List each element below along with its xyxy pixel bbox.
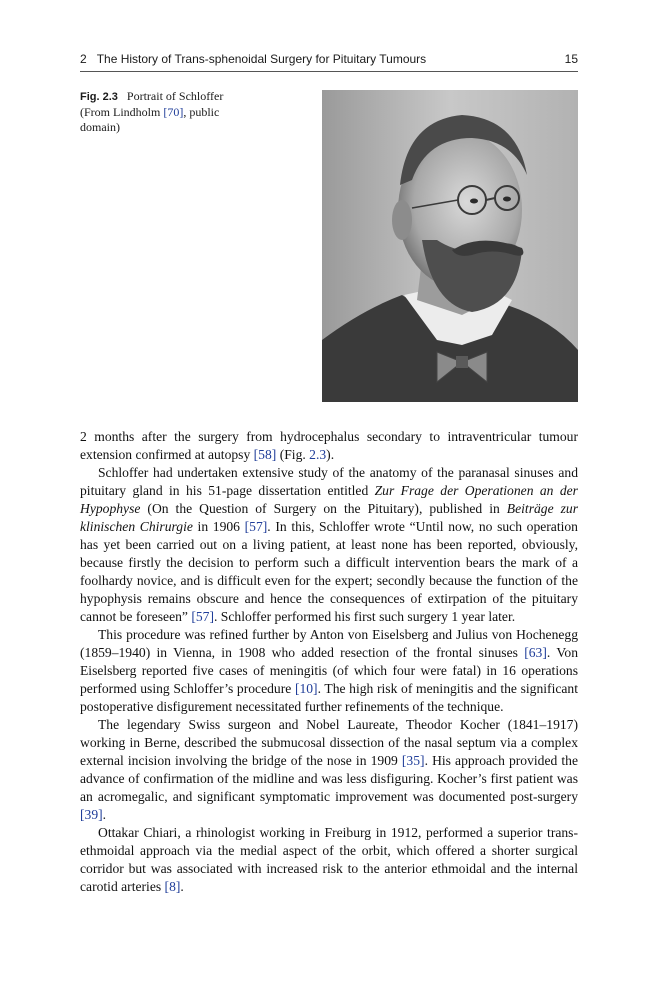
body-paragraph [80,716,578,824]
italic-title: Beiträge zur klinischen Chirurgie [80,501,578,534]
citation-link[interactable]: 2.3 [309,447,327,462]
caption-text: Portrait of Schloffer (From Lindholm [80,89,224,119]
paragraph-text: in 1906 [192,519,245,534]
paragraph-text: (Fig. [276,447,310,462]
paragraph-text: Ottakar Chiari, a rhinologist working in Freiburg in 1912, performed a superior trans-ethmoidal approach via the medial aspect of the orbit, which offered a shorter surgical corridor but was associated with increased risk to the anterior ethmoidal and the internal carotid arteries [80,825,578,894]
citation-link[interactable]: [35] [401,753,425,768]
running-head [80,52,578,68]
caption-citation-link[interactable]: [70] [163,105,184,119]
page-number: 15 [564,52,578,66]
body-paragraph [80,464,578,626]
paragraph-text: . His approach provided the advance of confirmation of the midline and was less disfiguring. Kocher’s first patient was an acromegalic, and significant symptomatic improvement was documented post-surgery [80,753,578,804]
chapter-number: 2 [80,52,87,66]
paragraph-text: The legendary Swiss surgeon and Nobel Laureate, Theodor Kocher (1841–1917) working in Berne, described the submucosal dissection of the nasal septum via a complex external incision involving the bridge of the nose in 1909 [80,717,578,768]
italic-title: Zur Frage der Operationen an der Hypophyse [80,483,578,516]
paragraph-text: ). [326,447,335,462]
body-paragraph [80,428,578,464]
citation-link[interactable]: [39] [80,807,103,822]
paragraph-text: . [102,807,107,822]
citation-link[interactable]: [57] [191,609,214,624]
citation-link[interactable]: [10] [294,681,318,696]
body-text [80,428,578,896]
paragraph-text: . [180,879,184,894]
header-rule [80,71,578,72]
citation-link[interactable]: [58] [253,447,277,462]
running-head-title [80,52,426,66]
paragraph-text: This procedure was refined further by Anton von Eiselsberg and Julius von Hochenegg (1859–1940) in Vienna, in 1908 who added resection of the frontal sinuses [80,627,578,660]
caption-text-end: , public domain) [80,105,220,134]
paragraph-text: (On the Question of Surgery on the Pituitary), published in [140,501,507,516]
paragraph-text: . Von Eiselsberg reported five cases of meningitis (of which four were fatal) in 16 operations performed using Schloffer’s procedure [80,645,578,696]
figure-caption [80,89,230,135]
paragraph-text: . In this, Schloffer wrote “Until now, no such operation has yet been carried out on a living patient, at least none has been reported, obviously, because firstly the decision to perform such a difficult intervention bears the mark of a foolhardy novice, and is difficult even for the expert; secondly because the function of the hypophysis remains obscure and hence the consequences of extirpation of the pituitary cannot be foreseen” [80,519,578,624]
paragraph-text: . Schloffer performed his first such surgery 1 year later. [214,609,516,624]
portrait-photograph [322,90,578,402]
body-paragraph [80,626,578,716]
paragraph-text: 2 months after the surgery from hydrocephalus secondary to intraventricular tumour extension confirmed at autopsy [80,429,578,462]
citation-link[interactable]: [8] [164,879,181,894]
paragraph-text: Schloffer had undertaken extensive study of the anatomy of the paranasal sinuses and pituitary gland in his 51-page dissertation entitled [80,465,578,498]
citation-link[interactable]: [57] [244,519,268,534]
paragraph-text: . The high risk of meningitis and the significant postoperative disfigurement necessitated further refinements of the technique. [80,681,578,714]
citation-link[interactable]: [63] [524,645,547,660]
chapter-title: The History of Trans-sphenoidal Surgery for Pituitary Tumours [96,52,427,66]
body-paragraph [80,824,578,896]
figure-label: Fig. 2.3 [80,91,118,103]
